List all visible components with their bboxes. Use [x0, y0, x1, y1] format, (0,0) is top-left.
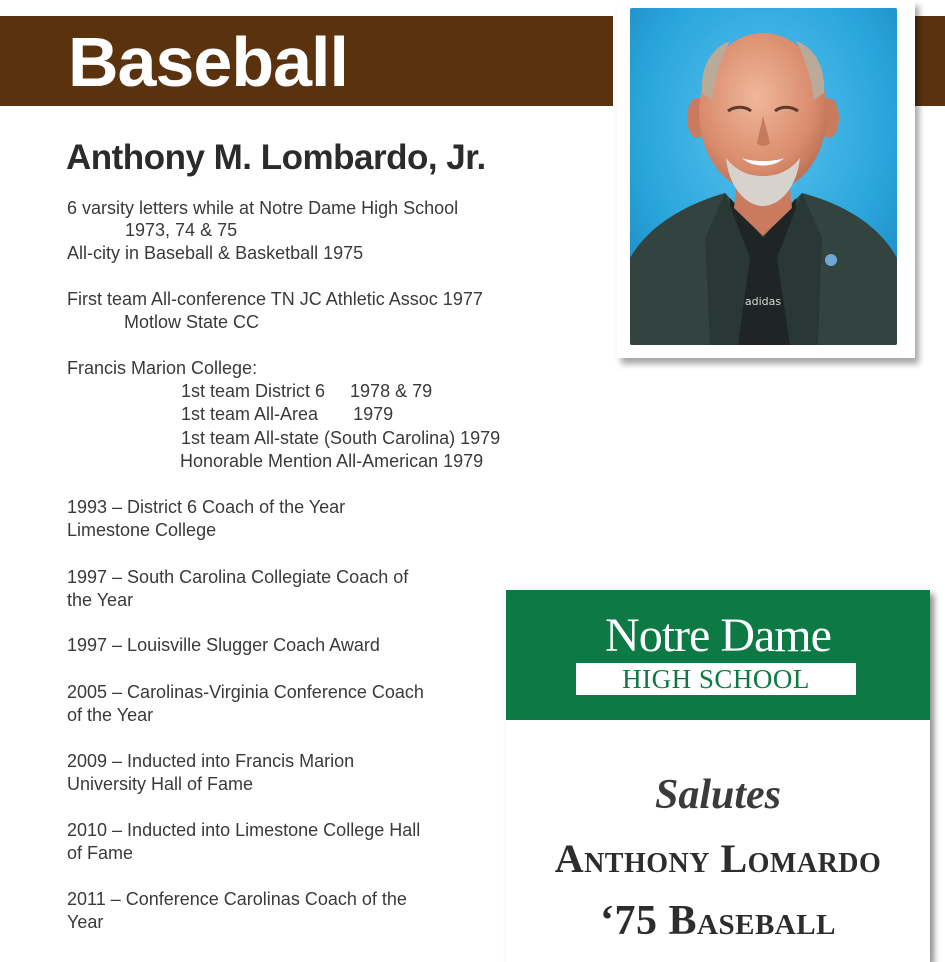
bio-line: 1973, 74 & 75 [125, 220, 238, 240]
bio-line: 1997 – South Carolina Collegiate Coach of [67, 567, 409, 587]
bio-line: of Fame [67, 843, 134, 863]
school-logo-name: Notre Dame [605, 609, 831, 662]
bio-line: 2010 – Inducted into Limestone College Hall [67, 820, 421, 840]
bio-line: 2009 – Inducted into Francis Marion [67, 751, 355, 771]
header-banner-right [911, 16, 945, 106]
bio-line: 1st team District 6 1978 & 79 [181, 381, 433, 401]
bio-line: 1993 – District 6 Coach of the Year [67, 497, 346, 517]
bio-line: 1st team All-Area 1979 [181, 404, 394, 424]
bio-line: Motlow State CC [124, 312, 260, 332]
bio-line: 6 varsity letters while at Notre Dame High School [67, 198, 459, 218]
bio-line: All-city in Baseball & Basketball 1975 [67, 243, 364, 263]
bio-line: Year [67, 912, 104, 932]
class-sport-text: ‘75 Baseball [600, 898, 836, 944]
bio-line: Limestone College [67, 520, 217, 540]
honoree-salute-name: Anthony Lomardo [554, 836, 882, 881]
honoree-name: Anthony M. Lombardo, Jr. [66, 138, 486, 177]
bio-line: of the Year [67, 705, 154, 725]
bio-line: University Hall of Fame [67, 774, 254, 794]
bio-line: 1st team All-state (South Carolina) 1979 [181, 428, 501, 448]
salutes-text: Salutes [654, 772, 782, 818]
bio-line: 2005 – Carolinas-Virginia Conference Coach [67, 682, 424, 702]
school-logo-subtitle: HIGH SCHOOL [622, 664, 810, 694]
bio-line: Francis Marion College: [67, 358, 258, 378]
bio-line: First team All-conference TN JC Athletic Assoc 1977 [67, 289, 483, 309]
bio-line: Honorable Mention All-American 1979 [180, 451, 484, 471]
shirt-logo-text: adidas [744, 295, 782, 308]
bio-line: 1997 – Louisville Slugger Coach Award [67, 635, 380, 655]
page-title: Baseball [68, 23, 348, 101]
portrait-photo [630, 8, 897, 345]
bio-line: the Year [67, 590, 134, 610]
bio-line: 2011 – Conference Carolinas Coach of the [67, 889, 407, 909]
